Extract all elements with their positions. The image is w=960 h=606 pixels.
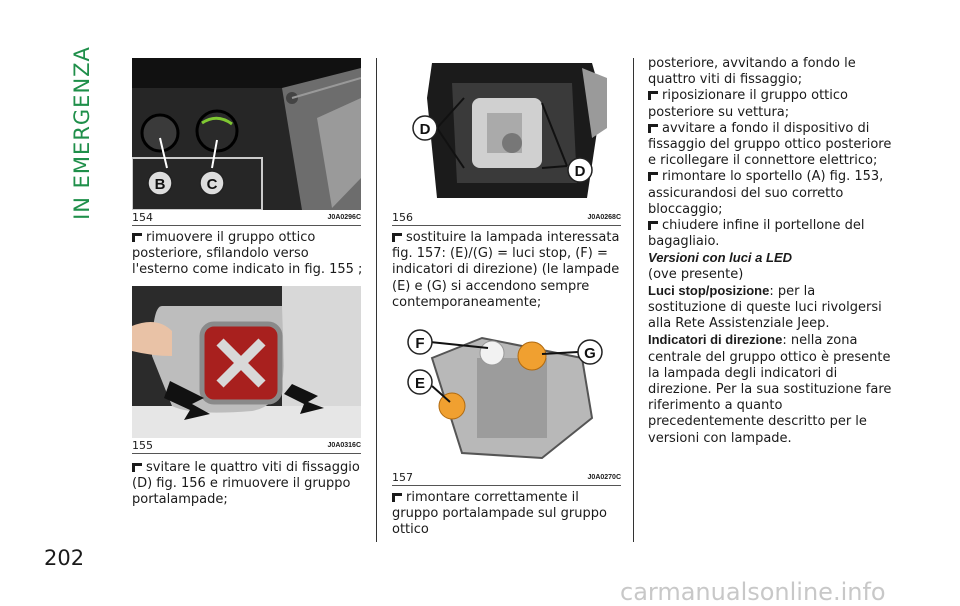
bullet-icon (392, 493, 403, 502)
bullet-icon (648, 124, 659, 133)
figure-number: 155 (132, 439, 153, 452)
figure-155-image (132, 286, 361, 438)
figure-156-label-d-right: D (574, 163, 586, 180)
figure-156-label-d-left: D (419, 121, 431, 138)
figure-number: 156 (392, 211, 413, 224)
column-1-text-b: svitare le quattro viti di fissaggio (D) fig. 156 e rimuovere il gruppo portalampade; (132, 460, 360, 508)
bullet-icon (648, 91, 659, 100)
figure-154-label-c: C (206, 176, 218, 193)
led-versions-heading: Versioni con luci a LED (648, 250, 792, 266)
figure-157-label-g: G (584, 345, 596, 362)
column-divider-1 (376, 58, 377, 542)
column-2-text-a: sostituire la lampada interessata fig. 157: (E)/(G) = luci stop, (F) = indicatori di direzione) (le lampade (E) e (G) si accendono sempre contemporaneamente; (392, 230, 620, 310)
figure-number: 157 (392, 471, 413, 484)
figure-157-caption (392, 471, 621, 486)
figure-157-label-f: F (415, 335, 425, 352)
figure-157-image (392, 318, 621, 470)
bullet-icon (648, 221, 659, 230)
figure-156-image (392, 58, 621, 210)
column-3-text: posteriore, avvitando a fondo le quattro viti di fissaggio; riposizionare il gruppo ottico posteriore su vettura; avvitare a fondo il dispositivo di fissaggio del gruppo ottico posteriore e ricollegare il connettore elettrico; rimontare lo sportello (A) fig. 153, assicurandosi del suo corretto bloccaggio; chiudere infine il portellone del bagagliaio. Versioni con luci a LED (ove presente) Luci stop/posizione: per la sostituzione di queste luci rivolgersi alla Rete Assistenziale Jeep. Indicatori di direzione: nella zona centrale del gruppo ottico è presente la lampada degli indicatori di direzione. Per la sua sostituzione fare riferimento a quanto precedentemente descritto per le versioni con lampade. (648, 56, 892, 446)
column-2-text-b: rimontare correttamente il gruppo portalampade sul gruppo ottico (392, 490, 607, 538)
direction-indicators-label: Indicatori di direzione (648, 332, 783, 348)
figure-154-label-b: B (154, 176, 166, 193)
figure-code: J0A0270C (587, 474, 621, 481)
figure-154-image (132, 58, 361, 210)
figure-code: J0A0268C (587, 214, 621, 221)
page-number: 202 (44, 546, 85, 570)
section-title: IN EMERGENZA (70, 46, 94, 220)
led-versions-note: (ove presente) (648, 266, 744, 282)
stop-position-label: Luci stop/posizione (648, 282, 770, 298)
continued-text: posteriore, avvitando a fondo le quattro viti di fissaggio; (648, 56, 856, 88)
bullet-icon (648, 172, 659, 181)
bullet-icon (132, 233, 143, 242)
figure-157-label-e: E (414, 375, 426, 392)
column-1-text-a: rimuovere il gruppo ottico posteriore, sfilandolo verso l'esterno come indicato in fig. 155 ; (132, 230, 363, 278)
figure-155-caption (132, 439, 361, 454)
watermark: carmanualsonline.info (620, 578, 886, 606)
figure-156-caption (392, 211, 621, 226)
bullet-icon (132, 463, 143, 472)
figure-154-caption (132, 211, 361, 226)
figure-number: 154 (132, 211, 153, 224)
figure-code: J0A0296C (327, 214, 361, 221)
column-divider-2 (633, 58, 634, 542)
bullet-icon (392, 233, 403, 242)
figure-code: J0A0316C (327, 442, 361, 449)
